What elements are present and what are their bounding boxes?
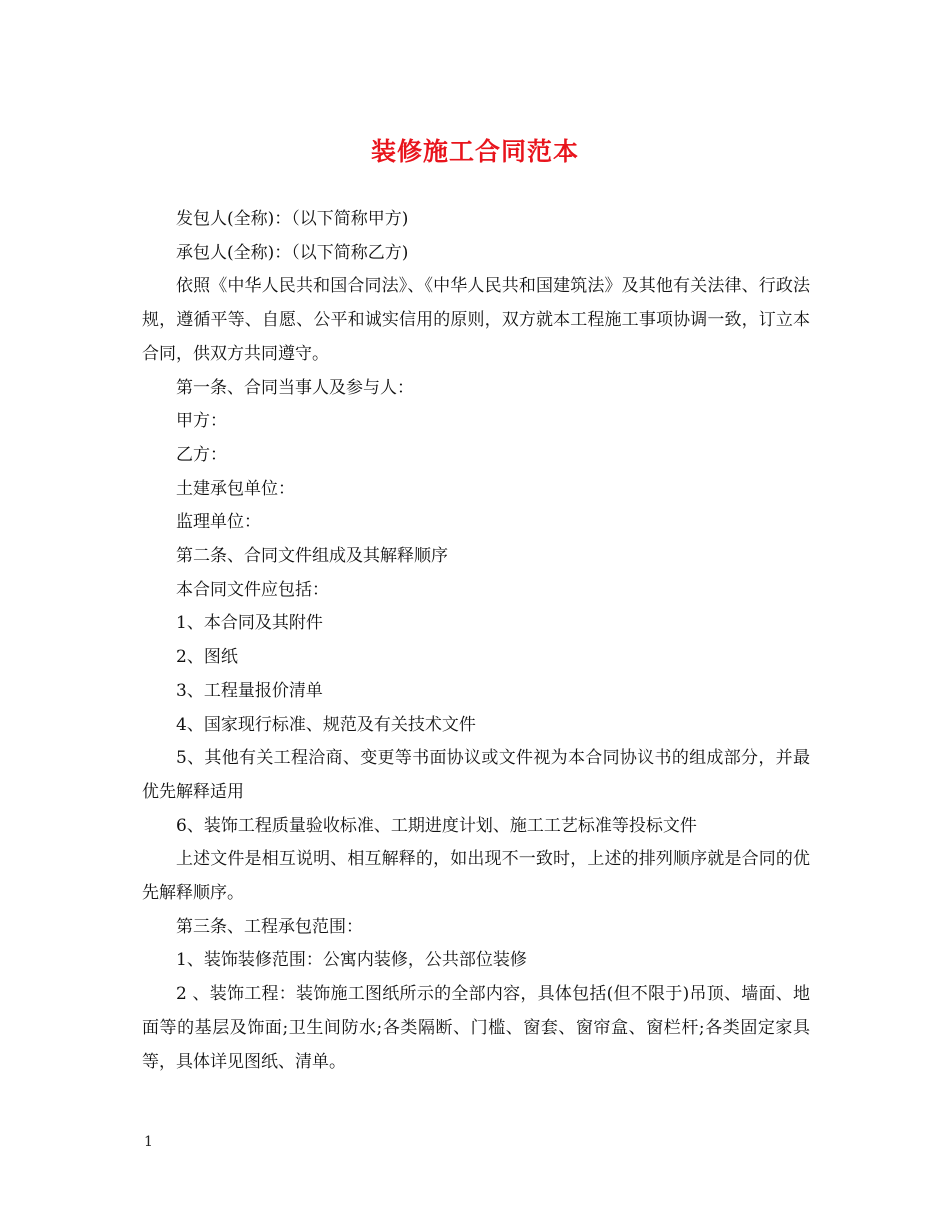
list-item: 4、国家现行标准、规范及有关技术文件 xyxy=(176,714,476,735)
paragraph-supervisor: 监理单位： xyxy=(176,512,261,533)
paragraph-preamble: 依照《中华人民共和国合同法》、《中华人民共和国建筑法》及其他有关法律、行政法规，遵循平等、自愿、公平和诚实信用的原则，双方就本工程施工事项协调一致，订立本合同，供双方共同遵守。 xyxy=(142,276,810,364)
document-title: 装修施工合同范本 xyxy=(370,137,579,166)
heading-article-2: 第二条、合同文件组成及其解释顺序 xyxy=(176,546,448,567)
page-number: 1 xyxy=(144,1134,153,1150)
heading-article-1: 第一条、合同当事人及参与人： xyxy=(176,377,414,398)
paragraph-documents-include: 本合同文件应包括： xyxy=(176,579,329,600)
list-item: 5、其他有关工程洽商、变更等书面协议或文件视为本合同协议书的组成部分，并最优先解释适用 xyxy=(142,748,810,802)
paragraph-contractor-issuer: 发包人(全称)：（以下简称甲方) xyxy=(176,209,409,229)
paragraph-priority-order: 上述文件是相互说明、相互解释的，如出现不一致时，上述的排列顺序就是合同的优先解释顺序。 xyxy=(142,849,810,904)
paragraph-civil-contractor: 土建承包单位： xyxy=(176,478,295,499)
list-item: 1、本合同及其附件 xyxy=(176,613,323,634)
list-item: 3、工程量报价清单 xyxy=(176,680,323,701)
paragraph-party-a: 甲方： xyxy=(176,411,227,432)
list-item: 1、装饰装修范围：公寓内装修，公共部位装修 xyxy=(176,950,527,971)
paragraph-party-b: 乙方： xyxy=(176,444,227,465)
heading-article-3: 第三条、工程承包范围： xyxy=(176,916,363,937)
list-item: 2 、装饰工程：装饰施工图纸所示的全部内容，具体包括(但不限于)吊顶、墙面、地面等的基层及饰面;卫生间防水;各类隔断、门槛、窗套、窗帘盒、窗栏杆;各类固定家具等，具体详见图纸、清单。 xyxy=(142,984,810,1072)
list-item: 2、图纸 xyxy=(176,647,238,668)
list-item: 6、装饰工程质量验收标准、工期进度计划、施工工艺标准等投标文件 xyxy=(176,815,697,836)
document-body xyxy=(142,203,810,1079)
paragraph-contractor-receiver: 承包人(全称)：（以下简称乙方) xyxy=(176,242,409,263)
